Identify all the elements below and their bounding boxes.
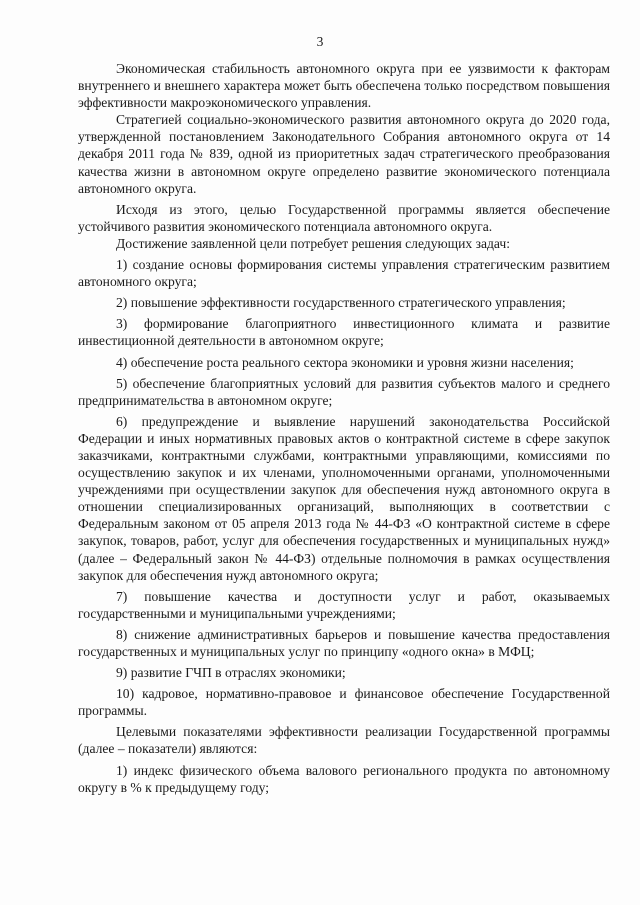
list-item: 5) обеспечение благоприятных условий для развития субъектов малого и среднего предпринимательства в автономном округе; xyxy=(78,375,610,408)
body-text xyxy=(78,60,610,796)
list-item: 8) снижение административных барьеров и повышение качества предоставления государственных и муниципальных услуг по принципу «одного окна» в МФЦ; xyxy=(78,626,610,659)
list-item: 2) повышение эффективности государственного стратегического управления; xyxy=(116,295,566,311)
paragraph: Исходя из этого, целью Государственной программы является обеспечение устойчивого развития экономического потенциала автономного округа. xyxy=(78,201,610,234)
page-number: 3 xyxy=(316,34,324,49)
list-item: 10) кадровое, нормативно-правовое и финансовое обеспечение Государственной программы. xyxy=(78,686,610,719)
paragraph: Экономическая стабильность автономного округа при ее уязвимости к факторам внутреннего и внешнего характера может быть обеспечена только посредством повышения эффективности макроэкономического управления. xyxy=(78,61,610,111)
list-item: 3) формирование благоприятного инвестиционного климата и развитие инвестиционной деятельности в автономном округе; xyxy=(78,316,610,349)
paragraph: Достижение заявленной цели потребует решения следующих задач: xyxy=(116,235,511,251)
list-item: 6) предупреждение и выявление нарушений законодательства Российской Федерации и иных нормативных правовых актов о контрактной системе в сфере закупок заказчиками, контрактными службами, контрактными управляющими, комиссиями по осуществлению закупок и их членами, уполномоченными органами, уполномоченными учреждениями при осуществлении закупок для обеспечения нужд автономного округа в отношении специализированных организаций, выполняющих в соответствии с Федеральным законом от 05 апреля 2013 года № 44-ФЗ «О контрактной системе в сфере закупок, товаров, работ, услуг для обеспечения государственных и муниципальных нужд» (далее – Федеральный закон № 44-ФЗ) отдельные полномочия в рамках осуществления закупок для обеспечения нужд автономного округа; xyxy=(78,413,610,583)
list-item: 9) развитие ГЧП в отраслях экономики; xyxy=(116,665,346,681)
list-item: 7) повышение качества и доступности услуг и работ, оказываемых государственными и муниципальными учреждениями; xyxy=(78,588,610,621)
list-item: 1) создание основы формирования системы управления стратегическим развитием автономного округа; xyxy=(78,257,610,290)
paragraph: Стратегией социально-экономического развития автономного округа до 2020 года, утвержденной постановлением Законодательного Собрания автономного округа от 14 декабря 2011 года № 839, одной из приоритетных задач стратегического преобразования качества жизни в автономном округе определено развитие экономического потенциала автономного округа. xyxy=(78,112,610,196)
paragraph: Целевыми показателями эффективности реализации Государственной программы (далее – показатели) являются: xyxy=(78,724,610,757)
list-item: 4) обеспечение роста реального сектора экономики и уровня жизни населения; xyxy=(116,354,574,370)
list-item: 1) индекс физического объема валового регионального продукта по автономному округу в % к предыдущему году; xyxy=(78,762,610,795)
